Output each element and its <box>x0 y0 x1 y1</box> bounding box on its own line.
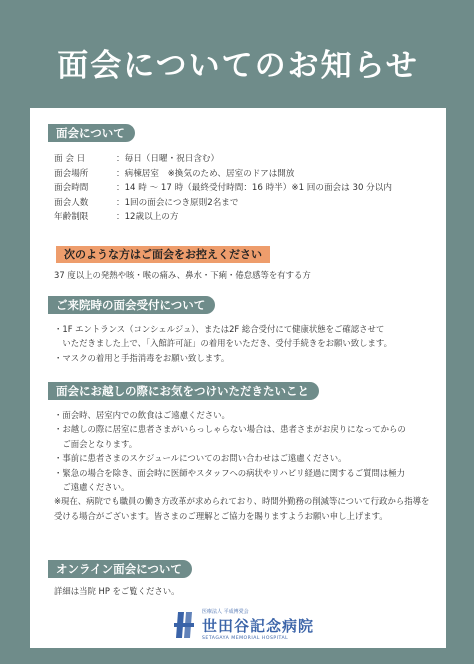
info-row <box>54 210 392 225</box>
info-row <box>54 181 392 196</box>
text-line: ・お越しの際に居室に患者さまがいらっしゃらない場合は、患者さまがお戻りになってからの <box>54 424 406 435</box>
section-precautions-heading: 面会にお越しの際にお気をつけいただきたいこと <box>48 382 319 400</box>
reception-text <box>54 322 392 365</box>
text-line: ※現在、病院でも職員の働き方改革が求められており、時間外勤務の削減等について行政から指導を <box>54 496 430 507</box>
text-line: いただきました上で、「入館許可証」の着用をいただき、受付手続きをお願い致します。 <box>54 338 393 349</box>
info-value: ：毎日（日曜・祝日含む） <box>116 154 220 164</box>
info-value: ：1回の面会につき原則2名まで <box>116 197 239 208</box>
section-visiting-heading: 面会について <box>48 124 135 142</box>
info-row <box>54 196 392 211</box>
info-row <box>54 167 392 182</box>
notice-heading: 次のような方はご面会をお控えください <box>56 246 270 263</box>
info-label: 年齢制限 <box>54 212 89 223</box>
hospital-logo-icon <box>172 610 196 640</box>
section-online-heading: オンライン面会について <box>48 560 192 578</box>
notice-text: 37 度以上の発熱や咳・喉の痛み、鼻水・下痢・倦怠感等を有する方 <box>54 270 311 280</box>
hospital-logo <box>172 608 314 641</box>
online-text: 詳細は当院 HP をご覧ください。 <box>54 586 180 596</box>
section-reception-heading: ご来院時の面会受付について <box>48 296 215 314</box>
info-label: 面 会 日 <box>54 154 86 164</box>
page-title: 面会についてのお知らせ <box>57 47 419 84</box>
precautions-text <box>54 408 429 523</box>
poster <box>18 16 458 656</box>
logo-english: SETAGAYA MEMORIAL HOSPITAL <box>202 636 289 641</box>
text-line: ご面会となります。 <box>54 438 138 449</box>
info-label: 面会場所 <box>54 168 89 179</box>
info-row <box>54 152 392 167</box>
text-line: ・マスクの着用と手指消毒をお願い致します。 <box>54 352 230 363</box>
info-value: ：12歳以上の方 <box>116 212 179 223</box>
info-value: ：14 時 ～ 17 時（最終受付時間：16 時半）※1 回の面会は 30 分以内 <box>116 183 392 194</box>
info-value: ：病棟居室 ※換気のため、居室のドアは開放 <box>116 168 295 179</box>
text-line: ・緊急の場合を除き、面会時に医師やスタッフへの病状やリハビリ経過に関するご質問は極力 <box>54 467 405 478</box>
text-line: ・事前に患者さまのスケジュールについてのお問い合わせはご遠慮ください。 <box>54 453 347 464</box>
content-sheet <box>30 108 446 648</box>
info-label: 面会人数 <box>54 197 89 208</box>
logo-org: 医療法人 平成博愛会 <box>202 609 249 615</box>
logo-text <box>202 608 314 641</box>
text-line: ご遠慮ください。 <box>54 482 130 493</box>
text-line: ・面会時、居室内での飲食はご遠慮ください。 <box>54 410 230 420</box>
logo-name: 世田谷記念病院 <box>202 617 315 635</box>
text-line: 受ける場合がございます。皆さまのご理解とご協力を賜りますようお願い申し上げます。 <box>54 510 388 521</box>
visiting-info-list <box>54 152 392 225</box>
text-line: ・1F エントランス（コンシェルジュ）、または2F 総合受付にて健康状態をご確認させて <box>54 324 385 334</box>
info-label: 面会時間 <box>54 183 89 194</box>
